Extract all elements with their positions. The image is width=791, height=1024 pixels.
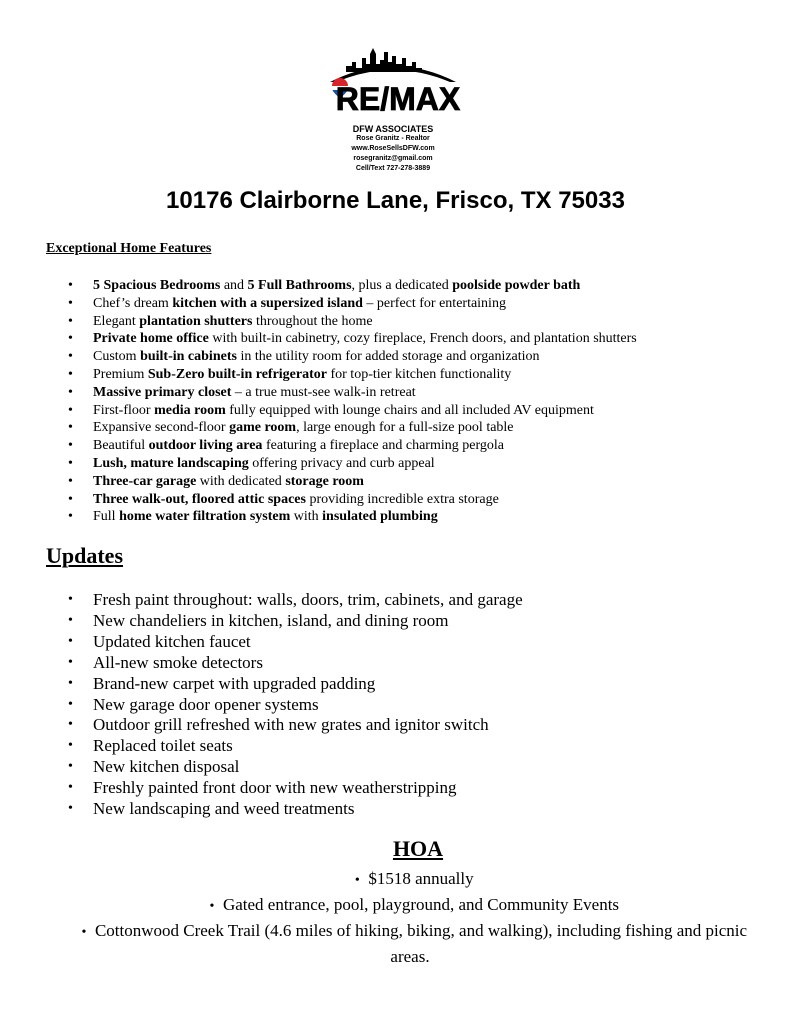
feature-highlight: home water filtration system	[119, 509, 291, 525]
list-item: • $1518 annually	[354, 869, 474, 888]
feature-item	[66, 348, 766, 366]
hoa-trail: Cottonwood Creek Trail (4.6 miles of hiking, biking, and walking), including fishing and picnic areas.	[94, 921, 748, 966]
update-item: • Replaced toilet seats	[66, 736, 766, 757]
feature-text: , large enough for a full-size pool table	[296, 420, 514, 436]
feature-highlight: storage room	[285, 473, 364, 489]
feature-text: in the utility room for added storage and organization	[236, 349, 540, 365]
feature-text: featuring a fireplace and charming pergola	[262, 438, 504, 454]
hoa-heading: HOA	[392, 836, 444, 861]
feature-highlight: Private home office	[93, 331, 209, 347]
feature-item	[66, 437, 766, 455]
brand-wordmark: RE/MAX	[335, 81, 461, 117]
feature-item	[66, 366, 766, 384]
update-item: • Freshly painted front door with new weatherstripping	[66, 778, 766, 799]
feature-text: First-floor	[93, 402, 155, 418]
feature-highlight: media room	[154, 402, 226, 418]
feature-text: with dedicated	[196, 473, 286, 489]
update-item: • New garage door opener systems	[66, 695, 766, 716]
feature-item	[66, 384, 766, 402]
feature-text: throughout the home	[252, 313, 373, 329]
feature-text: with	[290, 509, 323, 525]
feature-highlight: kitchen with a supersized island	[172, 295, 363, 311]
updates-list	[66, 590, 766, 820]
remax-logo	[318, 44, 468, 174]
feature-text: offering privacy and curb appeal	[248, 455, 435, 471]
skyline-logo-graphic	[318, 44, 468, 126]
update-item: • Fresh paint throughout: walls, doors, trim, cabinets, and garage	[66, 590, 766, 611]
feature-highlight: Sub-Zero built-in refrigerator	[147, 366, 327, 382]
update-item: • New landscaping and weed treatments	[66, 799, 766, 820]
feature-text: – a true must-see walk-in retreat	[231, 384, 416, 400]
agent-email: rosegranitz@gmail.com	[353, 155, 433, 162]
feature-highlight: game room	[229, 420, 297, 436]
hoa-fee: $1518 annually	[368, 869, 474, 888]
hoa-amenities: Gated entrance, pool, playground, and Community Events	[222, 895, 620, 914]
feature-text: – perfect for entertaining	[362, 295, 506, 311]
feature-text: Custom	[93, 349, 141, 365]
feature-item	[66, 277, 766, 295]
feature-text: Expansive second-floor	[93, 420, 230, 436]
update-item: • All-new smoke detectors	[66, 653, 766, 674]
feature-highlight: built-in cabinets	[140, 349, 237, 365]
update-item: • New chandeliers in kitchen, island, and dining room	[66, 611, 766, 632]
agent-name: Rose Granitz - Realtor	[356, 135, 430, 142]
feature-text: providing incredible extra storage	[305, 491, 499, 507]
feature-text: Premium	[93, 366, 148, 382]
feature-highlight: poolside powder bath	[452, 278, 581, 293]
feature-item	[66, 473, 766, 491]
feature-text: Chef’s dream	[93, 295, 173, 311]
feature-highlight: Massive primary closet	[93, 384, 232, 400]
feature-highlight: outdoor living area	[148, 438, 263, 454]
feature-item	[66, 491, 766, 509]
feature-text: fully equipped with lounge chairs and all included AV equipment	[225, 402, 594, 418]
feature-highlight: 5 Spacious Bedrooms	[93, 278, 221, 293]
feature-text: Beautiful	[93, 438, 149, 454]
feature-highlight: insulated plumbing	[322, 509, 438, 525]
feature-item	[66, 508, 766, 526]
feature-highlight: plantation shutters	[139, 313, 253, 329]
features-heading: Exceptional Home Features	[46, 241, 212, 256]
feature-text: with built-in cabinetry, cozy fireplace, French doors, and plantation shutters	[208, 331, 637, 347]
list-item: • Gated entrance, pool, playground, and Community Events	[209, 895, 620, 914]
feature-text: Elegant	[93, 313, 140, 329]
property-address-title: 10176 Clairborne Lane, Frisco, TX 75033	[166, 187, 625, 214]
feature-highlight: Three walk-out, floored attic spaces	[93, 491, 306, 507]
update-item: • Updated kitchen faucet	[66, 632, 766, 653]
feature-item	[66, 330, 766, 348]
office-name: DFW ASSOCIATES	[352, 124, 434, 134]
updates-heading: Updates	[46, 543, 124, 568]
feature-item	[66, 402, 766, 420]
update-item: • Outdoor grill refreshed with new grates and ignitor switch	[66, 715, 766, 736]
feature-highlight: Lush, mature landscaping	[93, 455, 249, 471]
update-item: • Brand-new carpet with upgraded padding	[66, 674, 766, 695]
feature-text: for top-tier kitchen functionality	[326, 366, 512, 382]
list-item: • Cottonwood Creek Trail (4.6 miles of hiking, biking, and walking), including fishing and picnic areas.	[81, 921, 748, 966]
agent-phone: Cell/Text 727-278-3889	[355, 165, 431, 172]
feature-item	[66, 313, 766, 331]
features-list	[66, 277, 766, 526]
feature-item	[66, 419, 766, 437]
feature-highlight: 5 Full Bathrooms	[247, 278, 352, 293]
feature-item	[66, 295, 766, 313]
hoa-list	[60, 867, 760, 969]
agent-website: www.RoseSellsDFW.com	[351, 145, 435, 152]
feature-item	[66, 455, 766, 473]
update-item: • New kitchen disposal	[66, 757, 766, 778]
feature-text: , plus a dedicated	[351, 278, 453, 293]
feature-text: Full	[93, 509, 120, 525]
feature-highlight: Three-car garage	[93, 473, 197, 489]
feature-text: and	[220, 278, 248, 293]
